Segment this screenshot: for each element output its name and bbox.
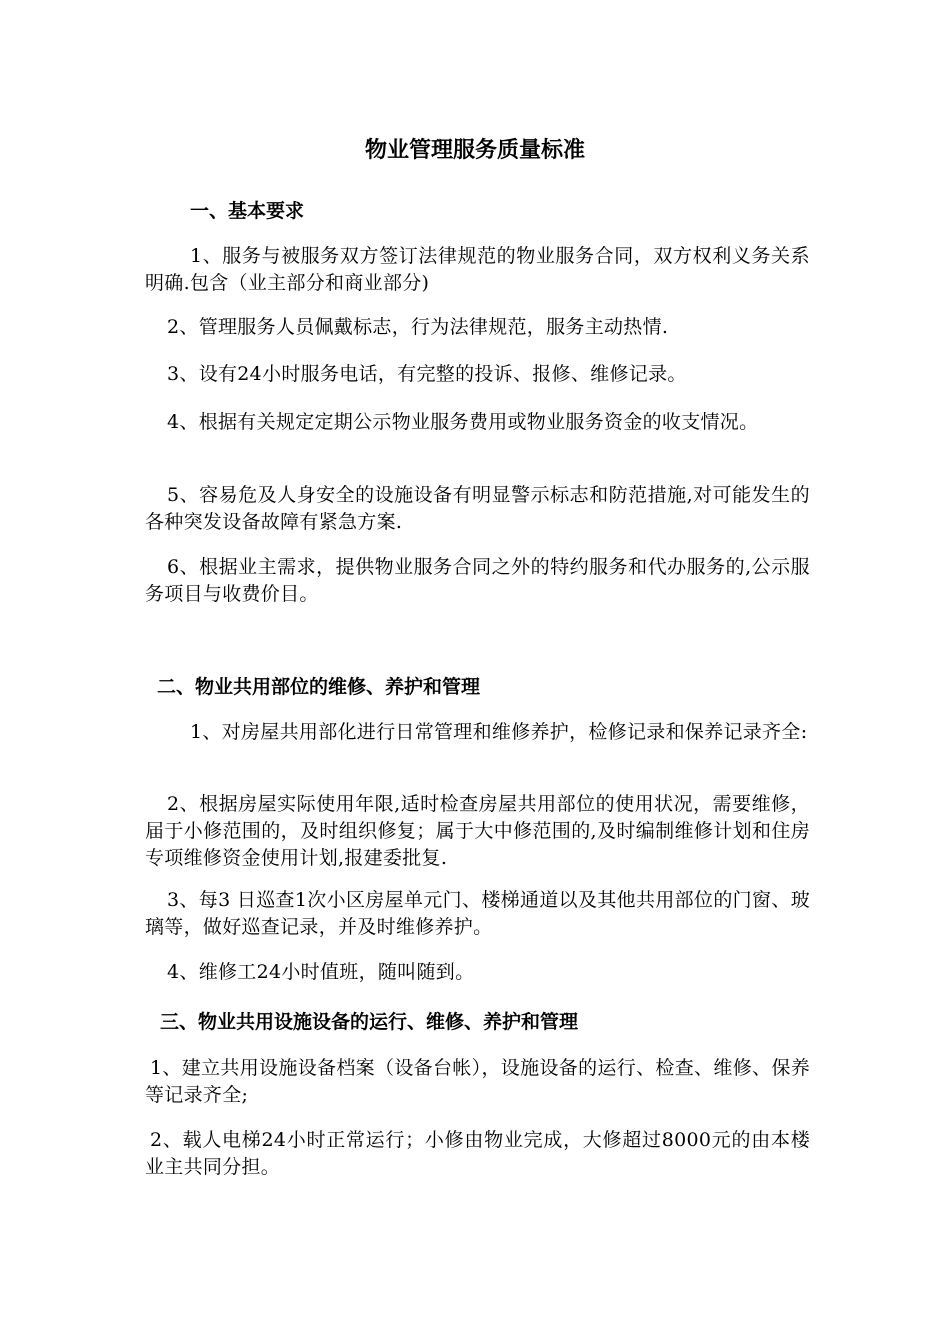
paragraph-1-2: 2、管理服务人员佩戴标志，行为法律规范，服务主动热情. bbox=[167, 316, 669, 338]
paragraph-1-6: 6、根据业主需求，提供物业服务合同之外的特约服务和代办服务的,公示服务项目与收费价目。 bbox=[145, 556, 810, 605]
section-heading-common-parts: 二、物业共用部位的维修、养护和管理 bbox=[157, 676, 481, 698]
section-heading-basic-requirements: 一、基本要求 bbox=[190, 200, 305, 222]
paragraph-2-2: 2、根据房屋实际使用年限,适时检查房屋共用部位的使用状况，需要维修，届于小修范围的，及时组织修复；属于大中修范围的,及时编制维修计划和住房专项维修资金使用计划,报建委批复. bbox=[145, 793, 810, 869]
paragraph-2-3: 3、每3 日巡查1次小区房屋单元门、楼梯通道以及其他共用部位的门窗、玻璃等，做好巡查记录，并及时维修养护。 bbox=[145, 889, 810, 938]
section-heading-facilities: 三、物业共用设施设备的运行、维修、养护和管理 bbox=[160, 1011, 579, 1033]
document-title: 物业管理服务质量标准 bbox=[364, 138, 585, 163]
paragraph-2-4: 4、维修工24小时值班，随叫随到。 bbox=[167, 961, 475, 983]
paragraph-3-1: 1、建立共用设施设备档案（设备台帐），设施设备的运行、检查、维修、保养等记录齐全; bbox=[145, 1057, 810, 1106]
paragraph-1-1: 1、服务与被服务双方签订法律规范的物业服务合同，双方权利义务关系明确.包含（业主部分和商业部分) bbox=[145, 245, 810, 294]
paragraph-1-5: 5、容易危及人身安全的设施设备有明显警示标志和防范措施,对可能发生的各种突发设备故障有紧急方案. bbox=[145, 484, 810, 533]
paragraph-1-3: 3、设有24小时服务电话，有完整的投诉、报修、维修记录。 bbox=[167, 363, 687, 385]
paragraph-1-4: 4、根据有关规定定期公示物业服务费用或物业服务资金的收支情况。 bbox=[167, 411, 759, 433]
paragraph-3-2: 2、载人电梯24小时正常运行；小修由物业完成，大修超过8000元的由本楼业主共同分担。 bbox=[145, 1129, 810, 1178]
paragraph-2-1: 1、对房屋共用部化进行日常管理和维修养护，检修记录和保养记录齐全: bbox=[190, 721, 808, 743]
